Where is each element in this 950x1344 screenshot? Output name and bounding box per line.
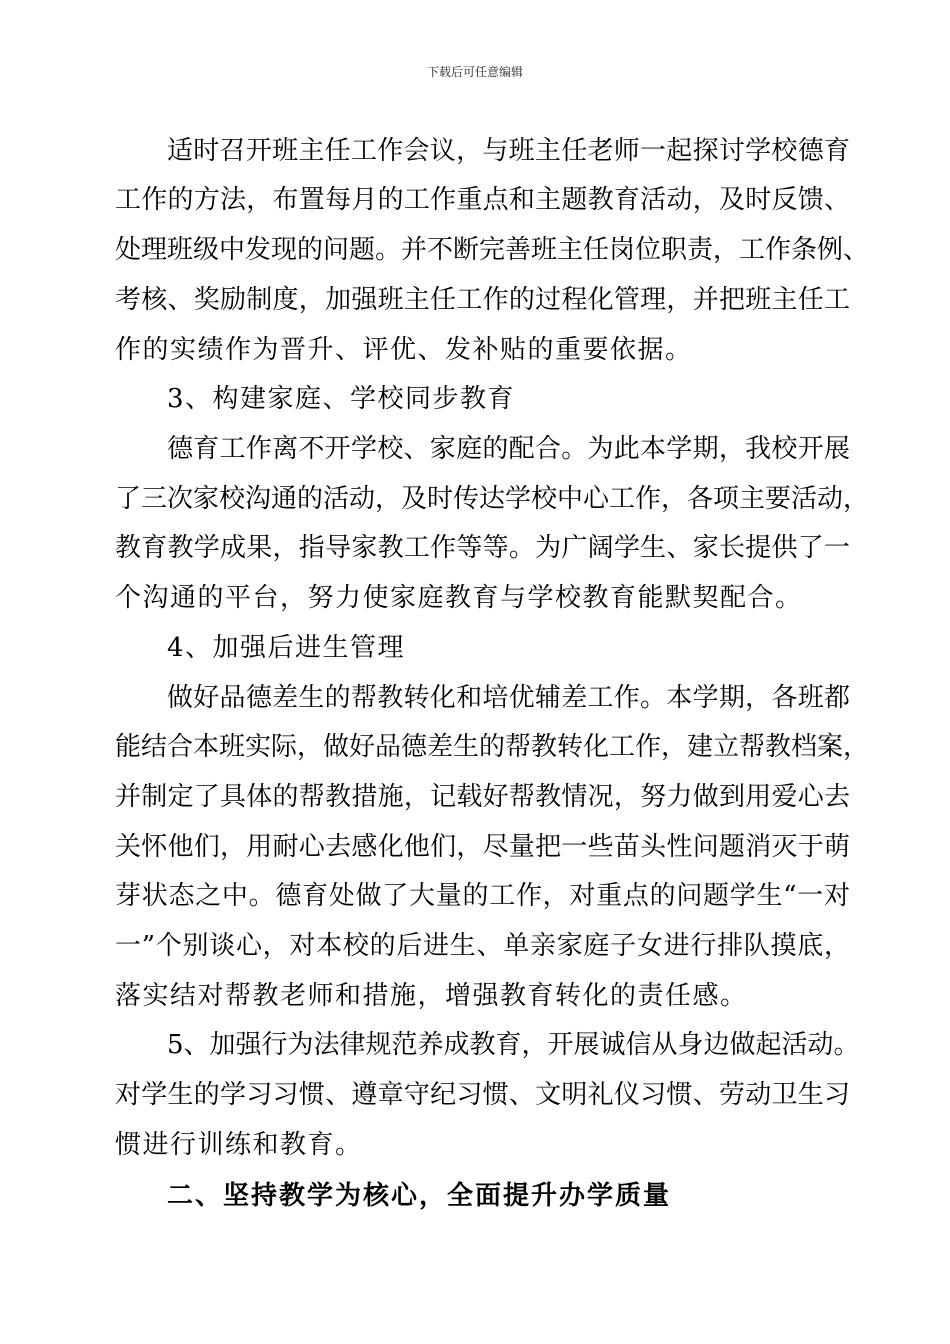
paragraph-line: 做好品德差生的帮教转化和培优辅差工作。本学期，各班都: [167, 683, 850, 713]
paragraph-line: 一”个别谈心，对本校的后进生、单亲家庭子女进行排队摸底，: [115, 931, 850, 961]
paragraph-line: 落实结对帮教老师和措施，增强教育转化的责任感。: [115, 981, 748, 1011]
paragraph-line: 处理班级中发现的问题。并不断完善班主任岗位职责，工作条例、: [115, 235, 870, 265]
section-heading: 二、坚持教学为核心，全面提升办学质量: [167, 1181, 672, 1211]
paragraph-line: 关怀他们，用耐心去感化他们，尽量把一些苗头性问题消灭于萌: [115, 832, 850, 862]
paragraph-line: 工作的方法，布置每月的工作重点和主题教育活动，及时反馈、: [115, 185, 850, 215]
paragraph-line: 教育教学成果，指导家教工作等等。为广阔学生、家长提供了一: [115, 533, 850, 563]
paragraph-line: 了三次家校沟通的活动，及时传达学校中心工作，各项主要活动，: [115, 484, 870, 514]
paragraph-line: 个沟通的平台，努力使家庭教育与学校教育能默契配合。: [115, 583, 803, 613]
paragraph-line: 并制定了具体的帮教措施，记载好帮教情况，努力做到用爱心去: [115, 782, 850, 812]
paragraph-line: 5、加强行为法律规范养成教育，开展诚信从身边做起活动。: [167, 1030, 860, 1060]
paragraph-line: 德育工作离不开学校、家庭的配合。为此本学期，我校开展: [167, 434, 850, 464]
paragraph-line: 芽状态之中。德育处做了大量的工作，对重点的问题学生“一对: [115, 881, 850, 911]
paragraph-line: 适时召开班主任工作会议，与班主任老师一起探讨学校德育: [167, 136, 850, 166]
paragraph-line: 惯进行训练和教育。: [115, 1130, 363, 1160]
list-item-heading: 4、加强后进生管理: [167, 633, 406, 663]
paragraph-line: 能结合本班实际，做好品德差生的帮教转化工作，建立帮教档案，: [115, 732, 870, 762]
paragraph-line: 对学生的学习习惯、遵章守纪习惯、文明礼仪习惯、劳动卫生习: [115, 1080, 850, 1110]
page-header: 下载后可任意编辑: [426, 65, 523, 79]
paragraph-line: 作的实绩作为晋升、评优、发补贴的重要依据。: [115, 335, 693, 365]
list-item-heading: 3、构建家庭、学校同步教育: [167, 384, 516, 414]
paragraph-line: 考核、奖励制度，加强班主任工作的过程化管理，并把班主任工: [115, 285, 850, 315]
